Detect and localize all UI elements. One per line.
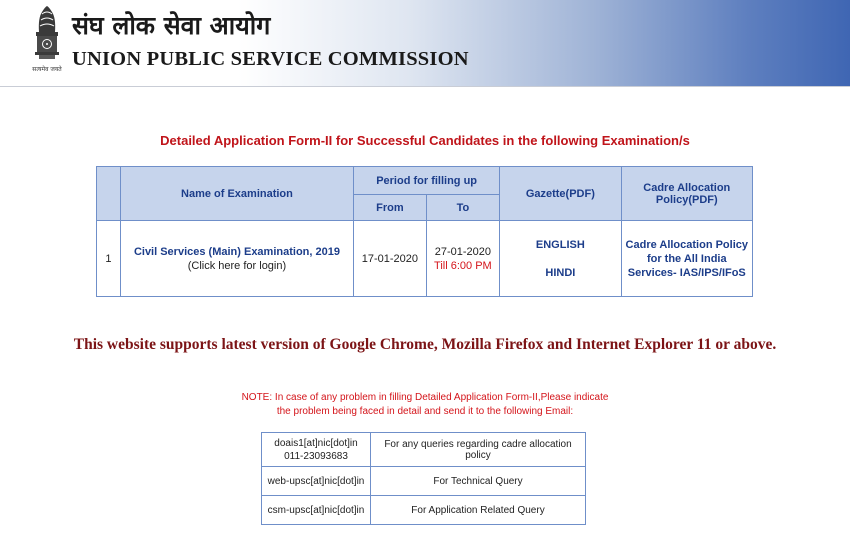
- contact-email: doais1[at]nic[dot]in: [274, 437, 358, 449]
- examination-table: [96, 166, 753, 297]
- contact-purpose: For Technical Query: [371, 467, 586, 496]
- contact-email: web-upsc[at]nic[dot]in: [262, 467, 371, 496]
- gazette-header: Gazette(PDF): [500, 167, 621, 221]
- login-hint: (Click here for login): [187, 259, 287, 272]
- contact-note: [0, 391, 850, 419]
- cadre-policy-header: Cadre Allocation Policy(PDF): [621, 167, 752, 221]
- gazette-cell: [500, 221, 621, 297]
- to-header: To: [426, 195, 500, 221]
- contact-table: [261, 432, 586, 525]
- note-line-2: the problem being faced in detail and send it to the following Email:: [276, 406, 574, 417]
- table-row: [97, 221, 753, 297]
- cadre-policy-cell: [621, 221, 752, 297]
- period-header: Period for filling up: [354, 167, 500, 195]
- to-date: 27-01-2020: [434, 245, 492, 258]
- svg-text:सत्यमेव जयते: सत्यमेव जयते: [32, 66, 62, 73]
- from-date: 17-01-2020: [354, 221, 427, 297]
- to-date-cell: [426, 221, 500, 297]
- exam-name[interactable]: Civil Services (Main) Examination, 2019: [133, 245, 340, 258]
- serial-header: [97, 167, 121, 221]
- site-header: [0, 0, 850, 87]
- page-heading: Detailed Application Form-II for Successful Candidates in the following Examination/s: [160, 133, 690, 148]
- exam-name-header: Name of Examination: [120, 167, 353, 221]
- contact-phone: 011-23093683: [284, 450, 348, 462]
- contact-purpose: For Application Related Query: [371, 496, 586, 525]
- contact-purpose: For any queries regarding cadre allocation policy: [371, 433, 586, 467]
- cadre-policy-link[interactable]: Cadre Allocation Policy for the All India Services- IAS/IPS/IFoS: [625, 238, 749, 279]
- browser-support-note: This website supports latest version of Google Chrome, Mozilla Firefox and Internet Explorer 11 or above.: [73, 336, 777, 353]
- serial-cell: 1: [97, 221, 121, 297]
- from-header: From: [354, 195, 427, 221]
- exam-login-link[interactable]: [120, 221, 353, 297]
- gazette-english-link[interactable]: ENGLISH: [535, 238, 585, 251]
- table-row: [262, 496, 586, 525]
- gazette-hindi-link[interactable]: HINDI: [545, 266, 576, 279]
- national-emblem-icon: [30, 4, 64, 76]
- note-line-1: NOTE: In case of any problem in filling Detailed Application Form-II,Please indicate: [241, 392, 609, 403]
- table-row: [262, 467, 586, 496]
- contact-email-cell: [262, 433, 371, 467]
- hindi-title: संघ लोक सेवा आयोग: [72, 11, 271, 40]
- table-row: [262, 433, 586, 467]
- deadline-time: Till 6:00 PM: [434, 259, 492, 272]
- contact-email: csm-upsc[at]nic[dot]in: [262, 496, 371, 525]
- english-title: UNION PUBLIC SERVICE COMMISSION: [72, 48, 469, 70]
